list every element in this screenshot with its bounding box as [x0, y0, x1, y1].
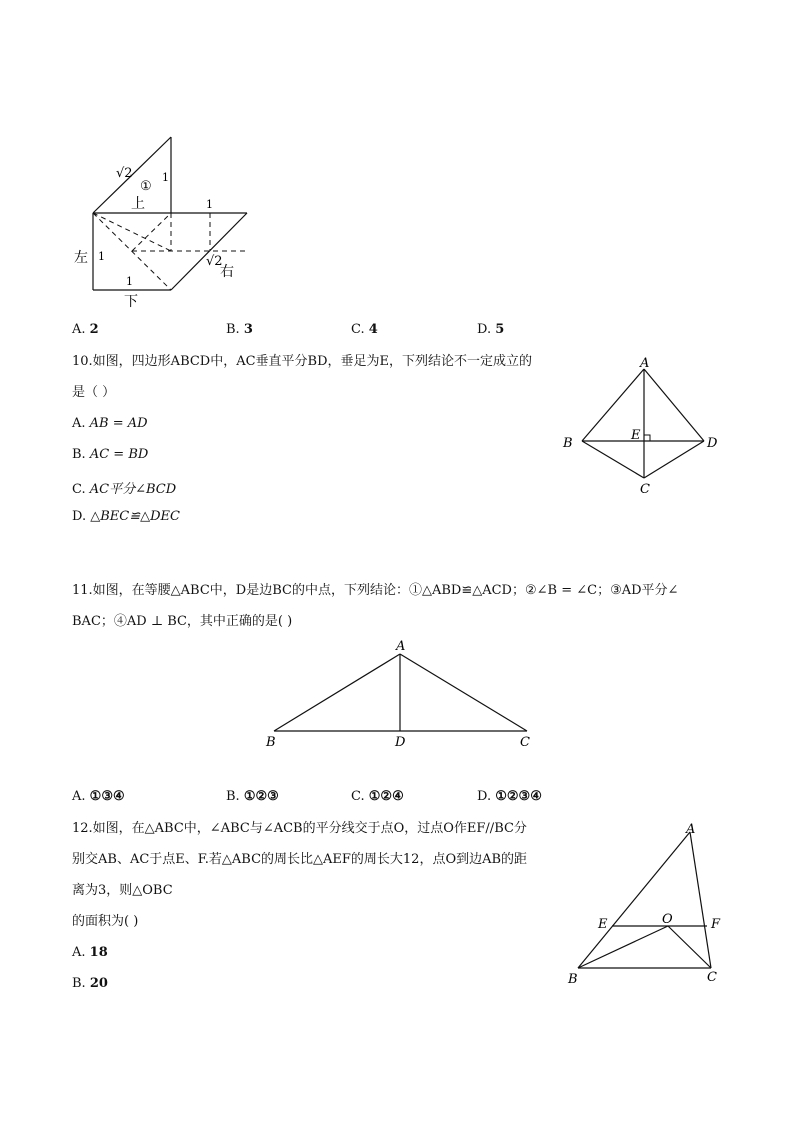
q11-option-d[interactable]: D. ①②③④	[477, 789, 542, 804]
fig9-label-1-vertical: 1	[162, 171, 169, 184]
q11-option-a[interactable]: A. ①③④	[72, 789, 125, 804]
q12-label-f: F	[711, 917, 721, 932]
fig9-label-1-left: 1	[98, 250, 105, 263]
q12-option-b[interactable]: B. 20	[72, 976, 108, 991]
q10-option-c[interactable]: C. AC平分∠BCD	[72, 482, 177, 497]
q11-label-a: A	[396, 639, 406, 654]
q9-figure	[60, 125, 260, 310]
q9-option-c[interactable]: C. 4	[351, 322, 378, 337]
fig9-label-you: 右	[220, 264, 234, 280]
q12-figure	[560, 818, 740, 990]
fig9-label-sqrt2-right: √2	[206, 254, 223, 269]
q11-option-c[interactable]: C. ①②④	[351, 789, 404, 804]
q10-stem-line1: 10.如图，四边形ABCD中，AC垂直平分BD，垂足为E，下列结论不一定成立的	[72, 354, 533, 369]
q10-figure	[555, 352, 730, 500]
q11-stem-line1: 11.如图，在等腰△ABC中，D是边BC的中点，下列结论：①△ABD≌△ACD；②∠B = ∠C；③AD平分∠	[72, 583, 679, 598]
q10-label-c: C	[640, 482, 650, 497]
fig9-label-circle1: ①	[140, 179, 152, 194]
q12-label-a: A	[686, 822, 696, 837]
q12-stem-line3: 离为3，则△OBC	[72, 883, 173, 898]
fig9-label-sqrt2-top: √2	[116, 166, 133, 181]
fig9-label-xia: 下	[124, 294, 138, 310]
q12-label-b: B	[568, 972, 578, 987]
q9-option-a[interactable]: A. 2	[72, 322, 99, 337]
q12-option-a[interactable]: A. 18	[72, 945, 108, 960]
q12-label-o: O	[662, 912, 673, 927]
q11-stem-line2: BAC；④AD ⊥ BC，其中正确的是( )	[72, 614, 293, 629]
q12-stem-line4: 的面积为( )	[72, 914, 139, 929]
q9-option-b[interactable]: B. 3	[226, 322, 253, 337]
q12-label-c: C	[707, 970, 717, 985]
q11-label-d: D	[395, 735, 406, 750]
q10-stem-line2: 是（ ）	[72, 385, 116, 400]
q12-label-e: E	[598, 917, 608, 932]
fig9-label-zuo: 左	[74, 250, 88, 266]
q11-option-b[interactable]: B. ①②③	[226, 789, 279, 804]
fig9-label-shang: 上	[131, 196, 145, 212]
q11-figure	[258, 636, 538, 754]
q10-label-a: A	[640, 356, 650, 371]
q10-label-d: D	[707, 436, 718, 451]
fig9-label-1-bottom: 1	[126, 275, 133, 288]
q11-label-c: C	[520, 735, 530, 750]
q12-stem-line2: 别交AB、AC于点E、F.若△ABC的周长比△AEF的周长大12，点O到边AB的距	[72, 852, 528, 867]
q10-option-b[interactable]: B. AC = BD	[72, 447, 149, 462]
fig9-label-1-top-right: 1	[206, 198, 213, 211]
q10-label-e: E	[631, 428, 641, 443]
q10-option-a[interactable]: A. AB = AD	[72, 416, 148, 431]
q10-label-b: B	[563, 436, 573, 451]
q12-stem-line1: 12.如图，在△ABC中，∠ABC与∠ACB的平分线交于点O，过点O作EF//BC分	[72, 821, 527, 836]
q11-label-b: B	[266, 735, 276, 750]
q9-option-d[interactable]: D. 5	[477, 322, 505, 337]
q10-option-d[interactable]: D. △BEC≌△DEC	[72, 509, 180, 524]
